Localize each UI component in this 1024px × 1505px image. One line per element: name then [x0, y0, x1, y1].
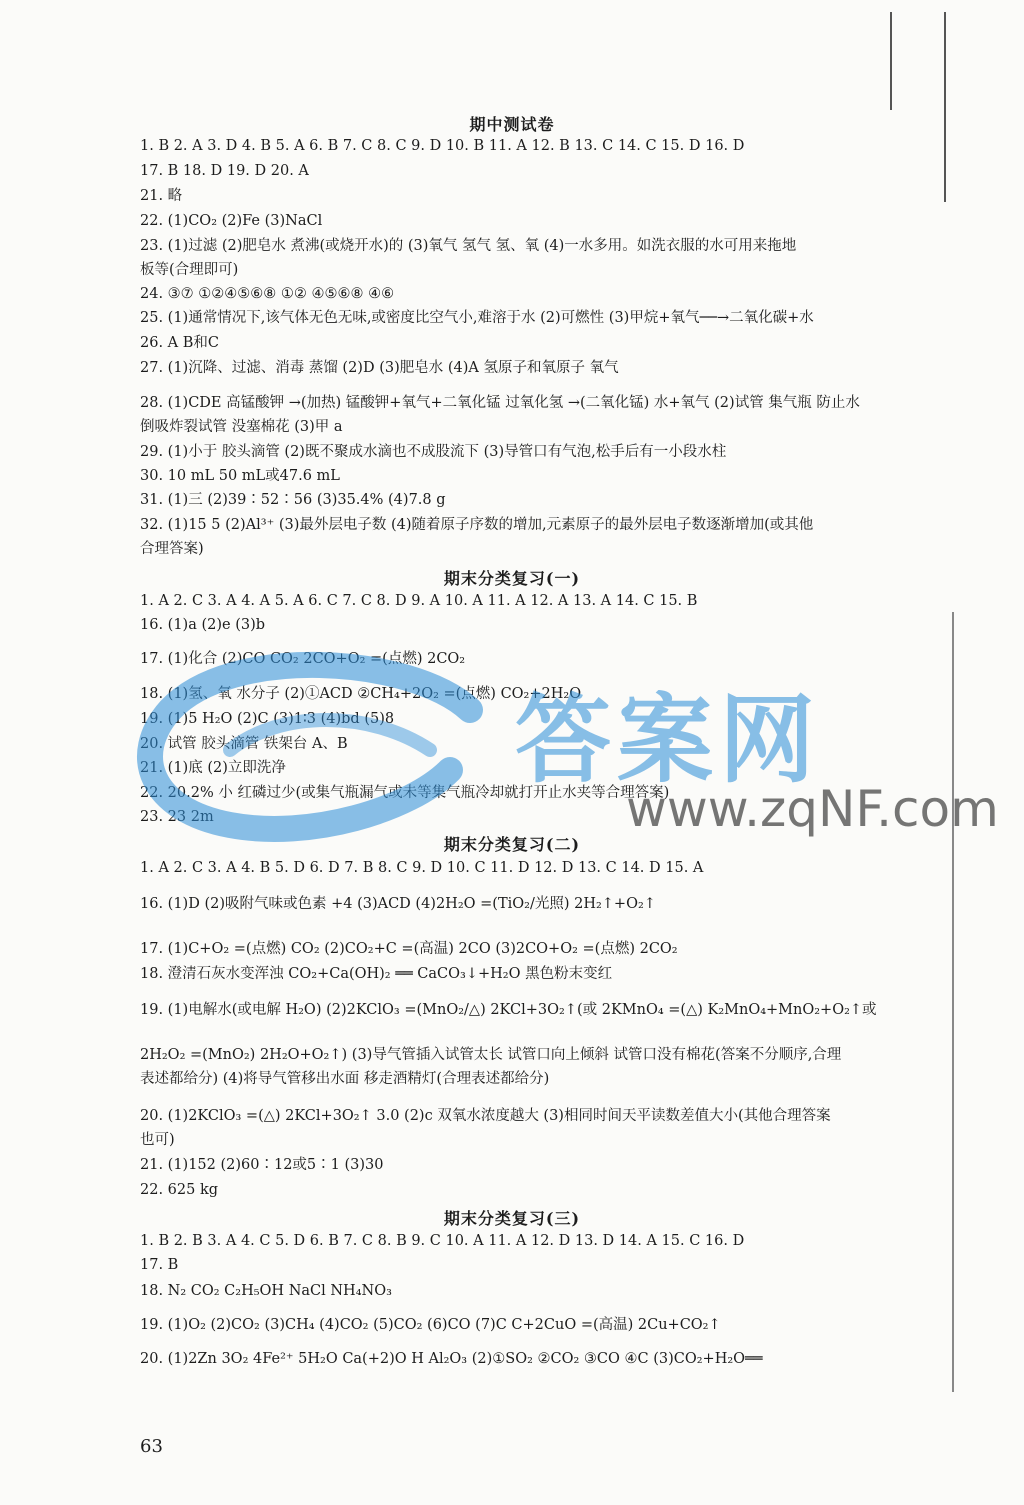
- answer-line: 29. (1)小于 胶头滴管 (2)既不聚成水滴也不成股流下 (3)导管口有气泡,松手后有一小段水柱: [140, 444, 727, 460]
- answer-line: 22. (1)CO₂ (2)Fe (3)NaCl: [140, 213, 323, 229]
- page-number: 63: [140, 1436, 163, 1457]
- answer-line: 21. (1)152 (2)60∶12或5∶1 (3)30: [140, 1157, 384, 1173]
- answer-line: 倒吸炸裂试管 没塞棉花 (3)甲 a: [140, 419, 343, 435]
- answer-line: 19. (1)电解水(或电解 H₂O) (2)2KClO₃ =(MnO₂/△) 2KCl+3O₂↑(或 2KMnO₄ =(△) K₂MnO₄+MnO₂+O₂↑或: [140, 1002, 877, 1018]
- answer-line: 25. (1)通常情况下,该气体无色无味,或密度比空气小,难溶于水 (2)可燃性 (3)甲烷+氧气──→二氧化碳+水: [140, 310, 814, 326]
- answer-line: 1. A 2. C 3. A 4. B 5. D 6. D 7. B 8. C 9. D 10. C 11. D 12. D 13. C 14. D 15. A: [140, 860, 704, 876]
- answer-line: 32. (1)15 5 (2)Al³⁺ (3)最外层电子数 (4)随着原子序数的增加,元素原子的最外层电子数逐渐增加(或其他: [140, 517, 814, 533]
- answer-line: 23. (1)过滤 (2)肥皂水 煮沸(或烧开水)的 (3)氧气 氢气 氢、氧 (4)一水多用。如洗衣服的水可用来拖地: [140, 238, 797, 254]
- answer-line: 28. (1)CDE 高锰酸钾 →(加热) 锰酸钾+氧气+二氧化锰 过氧化氢 →(二氧化锰) 水+氧气 (2)试管 集气瓶 防止水: [140, 395, 860, 411]
- answer-line: 22. 20.2% 小 红磷过少(或集气瓶漏气或未等集气瓶冷却就打开止水夹等合理答案): [140, 785, 670, 801]
- answer-line: 1. B 2. B 3. A 4. C 5. D 6. B 7. C 8. B 9. C 10. A 11. A 12. D 13. D 14. A 15. C 16. D: [140, 1233, 745, 1249]
- answer-line: 21. (1)底 (2)立即洗净: [140, 760, 286, 776]
- answer-line: 20. 试管 胶头滴管 铁架台 A、B: [140, 736, 348, 752]
- answer-line: 24. ③⑦ ①②④⑤⑥⑧ ①② ④⑤⑥⑧ ④⑥: [140, 286, 395, 302]
- answer-line: 23. 23 2m: [140, 809, 214, 825]
- answer-line: 22. 625 kg: [140, 1182, 219, 1198]
- answer-line: 17. B: [140, 1257, 179, 1273]
- answer-line: 21. 略: [140, 188, 183, 204]
- answer-line: 26. A B和C: [140, 335, 219, 351]
- watermark-domain: www.zqNF.com: [626, 780, 999, 838]
- answer-line: 16. (1)D (2)吸附气味或色素 +4 (3)ACD (4)2H₂O =(TiO₂/光照) 2H₂↑+O₂↑: [140, 896, 656, 912]
- answer-line: 合理答案): [140, 541, 204, 557]
- watermark-text: 答案网: [515, 684, 821, 796]
- answer-line: 表述都给分) (4)将导气管移出水面 移走酒精灯(合理表述都给分): [140, 1071, 550, 1087]
- answer-line: 18. (1)氢、氧 水分子 (2)①ACD ②CH₄+2O₂ =(点燃) CO₂+2H₂O: [140, 686, 582, 702]
- section-title: 期中测试卷: [469, 115, 555, 134]
- answer-line: 30. 10 mL 50 mL或47.6 mL: [140, 468, 340, 484]
- answer-line: 也可): [140, 1132, 175, 1148]
- answer-line: 18. 澄清石灰水变浑浊 CO₂+Ca(OH)₂ ══ CaCO₃↓+H₂O 黑色粉末变红: [140, 966, 613, 982]
- answer-line: 20. (1)2KClO₃ =(△) 2KCl+3O₂↑ 3.0 (2)c 双氧水浓度越大 (3)相同时间天平读数差值大小(其他合理答案: [140, 1108, 831, 1124]
- answer-line: 1. B 2. A 3. D 4. B 5. A 6. B 7. C 8. C 9. D 10. B 11. A 12. B 13. C 14. C 15. D 16. D: [140, 138, 745, 154]
- answer-line: 2H₂O₂ =(MnO₂) 2H₂O+O₂↑) (3)导气管插入试管太长 试管口向上倾斜 试管口没有棉花(答案不分顺序,合理: [140, 1047, 842, 1063]
- answer-line: 31. (1)三 (2)39∶52∶56 (3)35.4% (4)7.8 g: [140, 492, 446, 508]
- answer-line: 17. B 18. D 19. D 20. A: [140, 163, 309, 179]
- binding-rule-top: [890, 12, 892, 110]
- answer-line: 27. (1)沉降、过滤、消毒 蒸馏 (2)D (3)肥皂水 (4)A 氢原子和氧原子 氧气: [140, 360, 619, 376]
- answer-line: 板等(合理即可): [140, 262, 239, 278]
- answer-line: 1. A 2. C 3. A 4. A 5. A 6. C 7. C 8. D 9. A 10. A 11. A 12. A 13. A 14. C 15. B: [140, 593, 698, 609]
- section-title: 期末分类复习(二): [443, 835, 581, 854]
- answer-line: 17. (1)化合 (2)CO CO₂ 2CO+O₂ =(点燃) 2CO₂: [140, 651, 466, 667]
- answer-line: 20. (1)2Zn 3O₂ 4Fe²⁺ 5H₂O Ca(+2)O H Al₂O₃ (2)①SO₂ ②CO₂ ③CO ④C (3)CO₂+H₂O══: [140, 1351, 763, 1367]
- answer-line: 18. N₂ CO₂ C₂H₅OH NaCl NH₄NO₃: [140, 1283, 392, 1299]
- answer-line: 19. (1)O₂ (2)CO₂ (3)CH₄ (4)CO₂ (5)CO₂ (6)CO (7)C C+2CuO =(高温) 2Cu+CO₂↑: [140, 1317, 721, 1333]
- answer-line: 17. (1)C+O₂ =(点燃) CO₂ (2)CO₂+C =(高温) 2CO (3)2CO+O₂ =(点燃) 2CO₂: [140, 941, 678, 957]
- section-title: 期末分类复习(三): [443, 1209, 581, 1228]
- section-title: 期末分类复习(一): [443, 569, 581, 588]
- answer-line: 19. (1)5 H₂O (2)C (3)1∶3 (4)bd (5)8: [140, 711, 395, 727]
- answer-line: 16. (1)a (2)e (3)b: [140, 617, 266, 633]
